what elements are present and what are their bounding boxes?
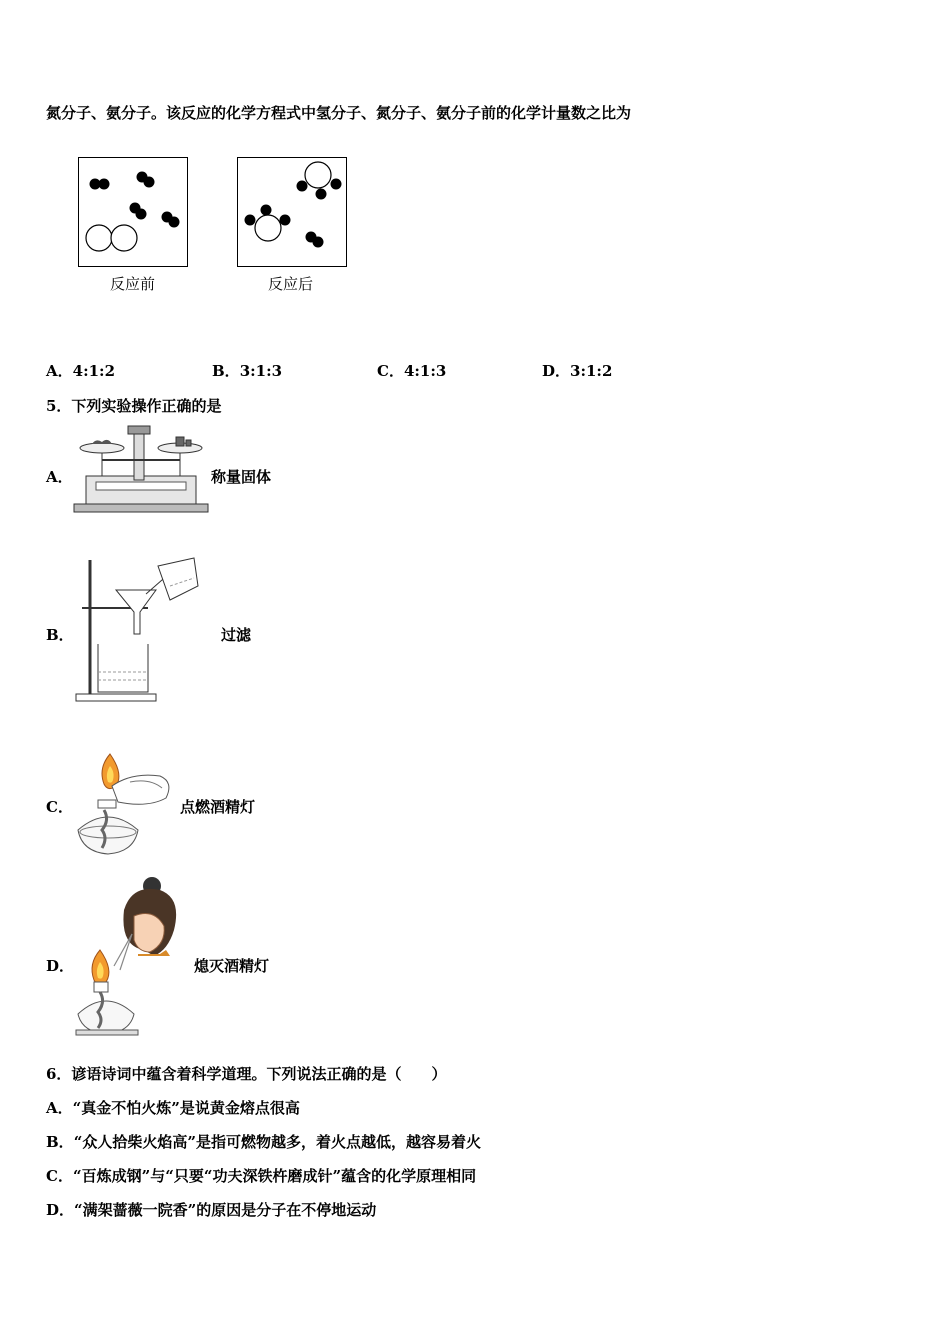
q5-option-b-text: 过滤 <box>221 626 252 644</box>
q5-stem: 5．下列实验操作正确的是 <box>46 397 222 415</box>
q6-stem: 6．谚语诗词中蕴含着科学道理。下列说法正确的是（ ） <box>46 1065 447 1083</box>
q6-option-b: B．“众人拾柴火焰高”是指可燃物越多，着火点越低，越容易着火 <box>46 1133 481 1151</box>
q4-stem-tail: 氮分子、氨分子。该反应的化学方程式中氢分子、氮分子、氨分子前的化学计量数之比为 <box>46 104 632 122</box>
caption-before: 反应前 <box>110 275 156 293</box>
q4-option-d: D．3:1:2 <box>542 362 613 380</box>
q5-option-a-letter: A． <box>46 468 73 486</box>
q6-option-a: A．“真金不怕火炼”是说黄金熔点很高 <box>46 1099 300 1117</box>
q6-option-c: C．“百炼成钢”与“只要“功夫深铁杵磨成针”蕴含的化学原理相同 <box>46 1167 477 1185</box>
q4-option-a: A．4:1:2 <box>46 362 116 380</box>
q5-option-c-text: 点燃酒精灯 <box>180 798 256 816</box>
reaction-after-diagram <box>237 157 347 267</box>
q5-option-d-letter: D． <box>46 957 75 975</box>
q4-option-b: B．3:1:3 <box>212 362 283 380</box>
filtration-illustration <box>74 556 204 704</box>
q5-option-a-text: 称量固体 <box>211 468 272 486</box>
molecules-before <box>79 158 187 266</box>
q5-option-c-letter: C． <box>46 798 73 816</box>
q5-option-b-letter: B． <box>46 626 74 644</box>
q5-option-d-text: 熄灭酒精灯 <box>194 957 270 975</box>
q6-option-d: D．“满架蔷薇一院香”的原因是分子在不停地运动 <box>46 1201 377 1219</box>
q4-option-c: C．4:1:3 <box>377 362 447 380</box>
caption-after: 反应后 <box>268 275 314 293</box>
blowing-lamp-illustration <box>74 874 194 1038</box>
reaction-before-diagram <box>78 157 188 267</box>
molecules-after <box>238 158 346 266</box>
balance-illustration <box>72 424 212 516</box>
lighting-lamp-illustration <box>72 752 182 856</box>
